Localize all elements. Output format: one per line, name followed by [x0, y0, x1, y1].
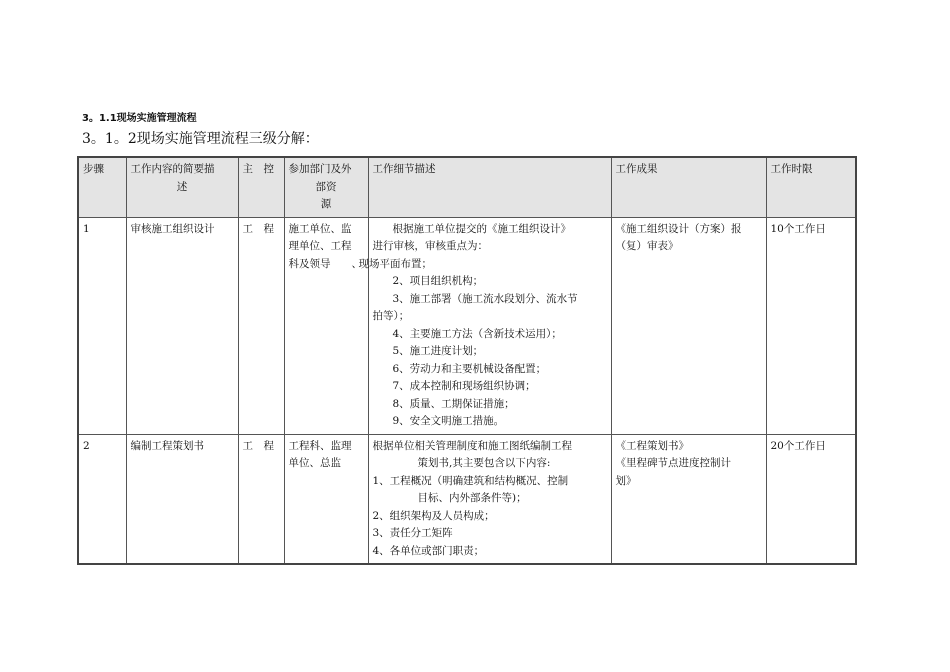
- cell-step: 1: [78, 217, 126, 434]
- section-heading: 3。1.1现场实施管理流程: [82, 113, 197, 124]
- cell-deadline: 20个工作日: [766, 434, 856, 564]
- header-deadline: 工作时限: [766, 157, 856, 217]
- table-row: [78, 217, 856, 434]
- process-table: [77, 156, 857, 565]
- header-detail: 工作细节描述: [368, 157, 611, 217]
- header-content: 工作内容的简要描 述: [126, 157, 238, 217]
- header-step: 步骤: [78, 157, 126, 217]
- header-departments: 参加部门及外 部资 源: [284, 157, 368, 217]
- table-header-row: [78, 157, 856, 217]
- header-control: 主 控: [238, 157, 284, 217]
- cell-departments: 施工单位、监 理单位、工程 科及领导 、: [284, 217, 368, 434]
- cell-step: 2: [78, 434, 126, 564]
- cell-result: 《工程策划书》 《里程碑节点进度控制计 划》: [611, 434, 766, 564]
- cell-result: 《施工组织设计（方案）报 （复）审表》: [611, 217, 766, 434]
- subsection-heading: 3。1。2现场实施管理流程三级分解：: [82, 131, 319, 147]
- cell-content: 审核施工组织设计: [126, 217, 238, 434]
- cell-control: 工 程: [238, 217, 284, 434]
- header-result: 工作成果: [611, 157, 766, 217]
- table-row: [78, 434, 856, 564]
- cell-content: 编制工程策划书: [126, 434, 238, 564]
- cell-control: 工 程: [238, 434, 284, 564]
- cell-detail: 根据单位相关管理制度和施工图纸编制工程 策划书,其主要包含以下内容: 1、工程概况（明确建筑和结构概况、控制 目标、内外部条件等)； 2、组织架构及人员构成； 3、责任分工矩阵 4、各单位或部门职责；: [368, 434, 611, 564]
- cell-detail: 根据施工单位提交的《施工组织设计》 进行审核，审核重点为： 现场平面布置； 2、项目组织机构； 3、施工部署（施工流水段划分、流水节 拍等）； 4、主要施工方法（含新技术运用）； 5、施工进度计划； 6、劳动力和主要机械设备配置； 7、成本控制和现场组织协调； 8、质量、工期保证措施； 9、安全文明施工措施。: [368, 217, 611, 434]
- cell-deadline: 10个工作日: [766, 217, 856, 434]
- cell-departments: 工程科、监理 单位、总监: [284, 434, 368, 564]
